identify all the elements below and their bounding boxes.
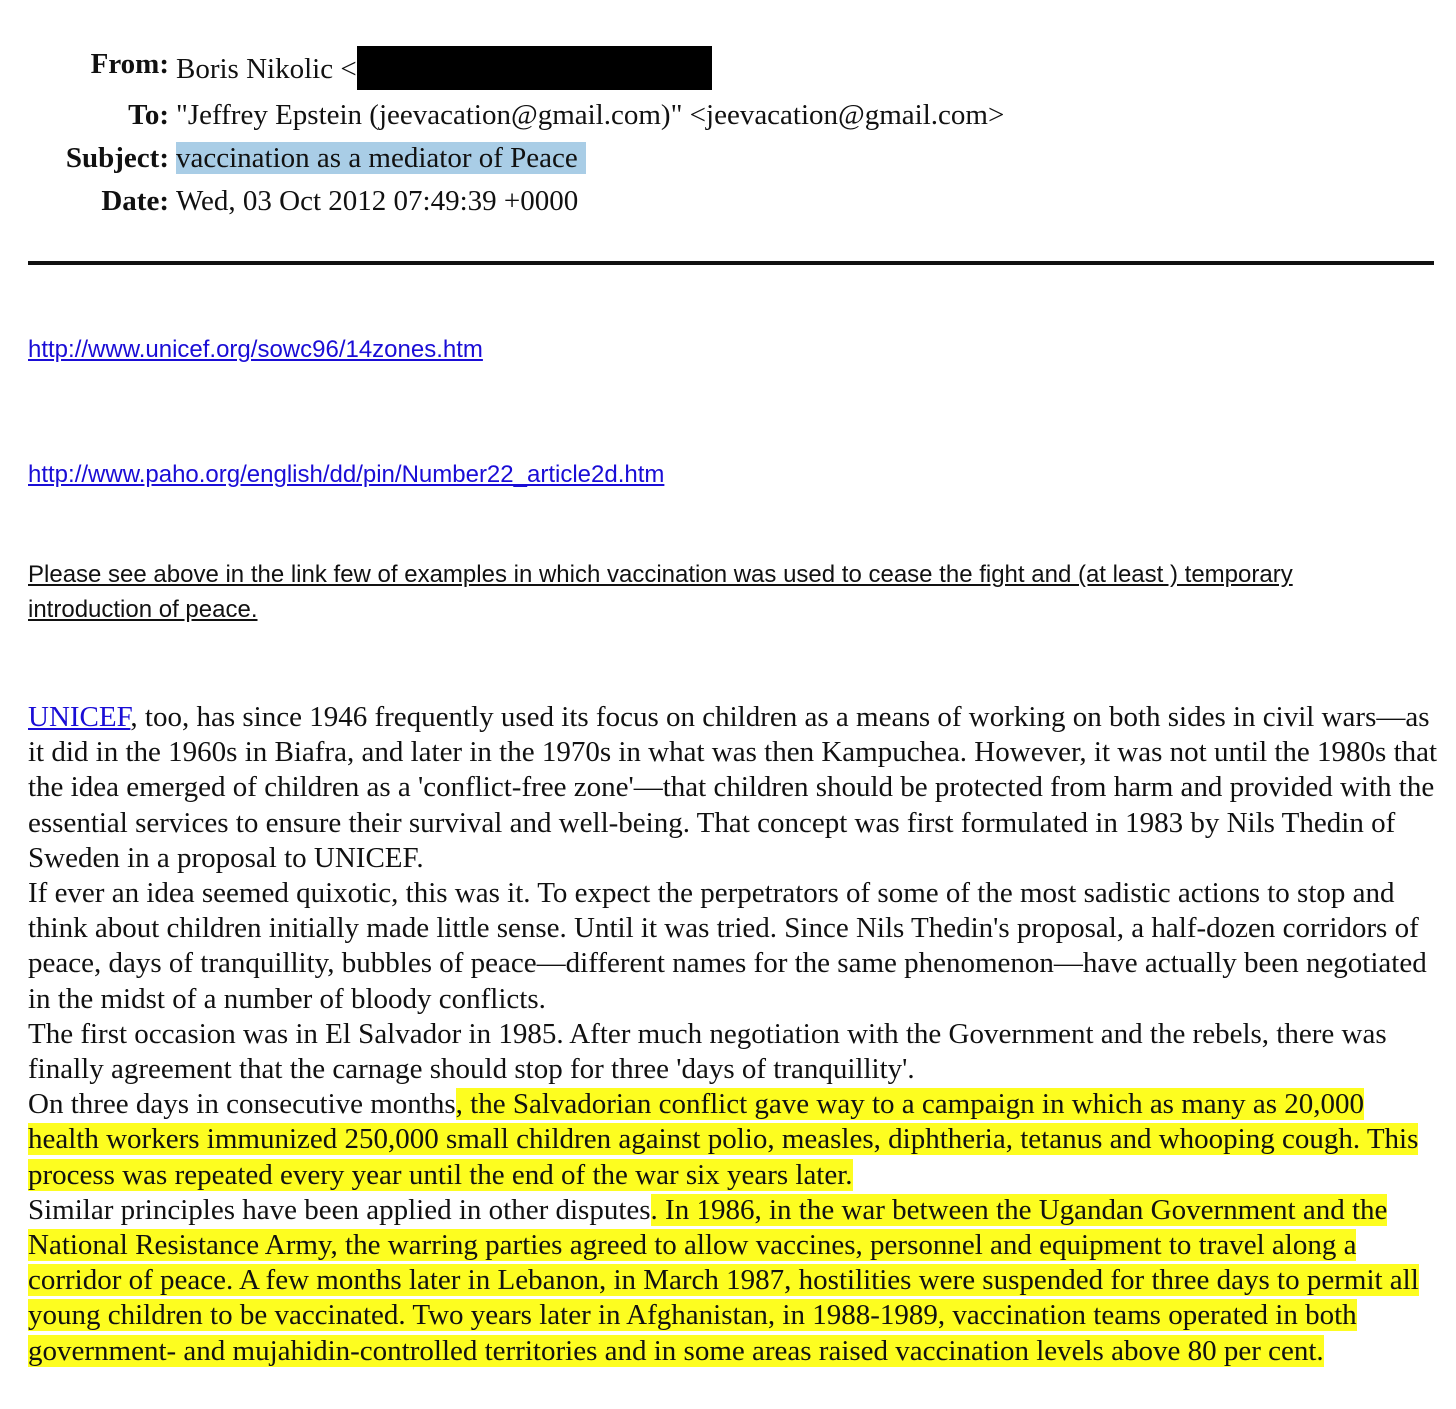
from-label: From: — [90, 48, 169, 80]
paragraph-5 — [28, 1193, 1440, 1369]
quoted-article — [28, 700, 1440, 1369]
paragraph-1 — [28, 700, 1440, 876]
paho-link[interactable]: http://www.paho.org/english/dd/pin/Number22_article2d.htm — [28, 461, 665, 488]
paragraph-1-text: , too, has since 1946 frequently used its focus on children as a means of working on both sides in civil wars—as it did in the 1960s in Biafra, and later in the 1970s in what was then Kampuchea. However, it was not until the 1980s that the idea emerged of children as a 'conflict-free zone'—that children should be protected from harm and provided with the essential services to ensure their survival and well-being. That concept was first formulated in 1983 by Nils Thedin of Sweden in a proposal to UNICEF. — [28, 701, 1438, 874]
date-label: Date: — [101, 185, 169, 217]
paragraph-4-plain: On three days in consecutive months — [28, 1088, 456, 1121]
unicef-inline-link[interactable]: UNICEF — [28, 701, 131, 733]
to-label: To: — [128, 99, 169, 131]
subject-value: vaccination as a mediator of Peace — [176, 142, 586, 174]
paragraph-4-highlight: , the Salvadorian conflict gave way to a campaign in which as many as 20,000 health workers immunized 250,000 small children against polio, measles, diphtheria, tetanus and whooping cough. This process was repeated every year until the end of the war six years later. — [28, 1088, 1419, 1191]
redaction-box — [357, 46, 712, 90]
from-name: Boris Nikolic < — [176, 53, 357, 85]
paragraph-4 — [28, 1087, 1440, 1193]
from-value — [176, 46, 1004, 90]
to-value: "Jeffrey Epstein (jeevacation@gmail.com)" <jeevacation@gmail.com> — [176, 99, 1005, 131]
paragraph-5-highlight: . In 1986, in the war between the Ugandan Government and the National Resistance Army, the warring parties agreed to allow vaccines, personnel and equipment to travel along a corridor of peace. A few months later in Lebanon, in March 1987, hostilities were suspended for three days to permit all young children to be vaccinated. Two years later in Afghanistan, in 1988-1989, vaccination teams operated in both government- and mujahidin-controlled territories and in some areas raised vaccination levels above 80 per cent. — [28, 1193, 1419, 1367]
email-header — [0, 46, 1004, 219]
subject-row — [176, 140, 1004, 176]
date-value: Wed, 03 Oct 2012 07:49:39 +0000 — [176, 185, 579, 217]
paragraph-3: The first occasion was in El Salvador in 1985. After much negotiation with the Government and the rebels, there was finally agreement that the carnage should stop for three 'days of tranquillity'. — [28, 1017, 1387, 1086]
unicef-link[interactable]: http://www.unicef.org/sowc96/14zones.htm — [28, 336, 483, 363]
subject-label: Subject: — [65, 142, 169, 174]
paragraph-5-plain: Similar principles have been applied in other disputes — [28, 1193, 651, 1226]
paragraph-2: If ever an idea seemed quixotic, this was it. To expect the perpetrators of some of the most sadistic actions to stop and think about children initially made little sense. Until it was tried. Since Nils Thedin's proposal, a half-dozen corridors of peace, days of tranquillity, bubbles of peace—different names for the same phenomenon—have actually been negotiated in the midst of a number of bloody conflicts. — [28, 877, 1427, 1015]
header-divider — [28, 261, 1434, 265]
sender-note: Please see above in the link few of examples in which vaccination was used to cease the fight and (at least ) temporary introduction of peace. — [28, 561, 1293, 623]
